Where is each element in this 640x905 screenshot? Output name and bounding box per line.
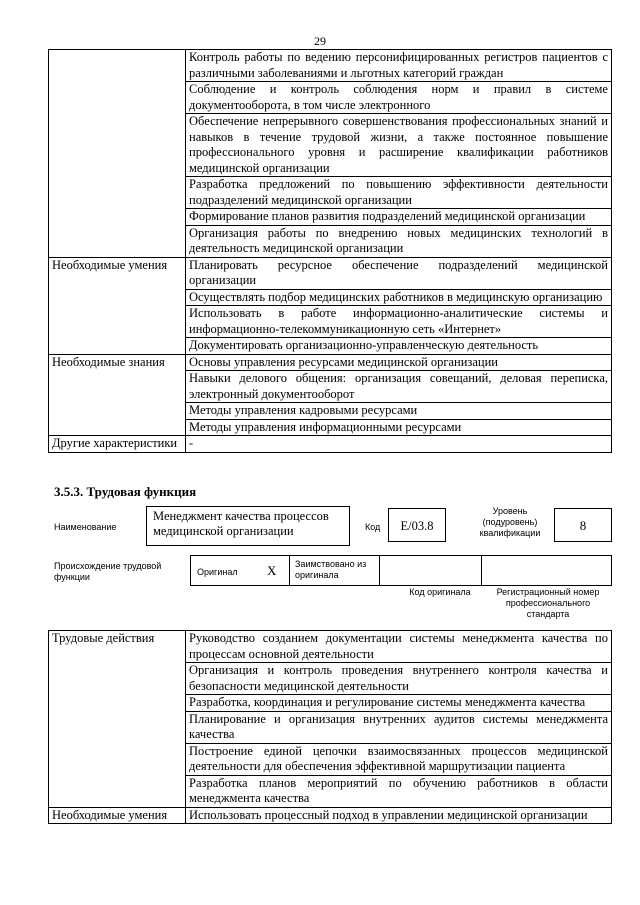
original-label: Оригинал xyxy=(197,567,238,577)
divider xyxy=(481,556,482,585)
row-text: Планирование и организация внутренних аудитов системы менеджмента качества xyxy=(186,711,612,743)
row-text: - xyxy=(186,436,612,453)
row-group-label: Необходимые знания xyxy=(49,354,186,436)
row-text: Формирование планов развития подразделений медицинской организации xyxy=(186,209,612,226)
labor-function-table xyxy=(48,630,612,824)
table-row xyxy=(49,807,612,824)
origin-grid xyxy=(190,555,612,586)
row-text: Обеспечение непрерывного совершенствования профессиональных знаний и навыков в течение трудовой жизни, а также постоянное повышение профессионального уровня и расширение квалификации работников медицинской организации xyxy=(186,114,612,177)
row-text: Документировать организационно-управленческую деятельность xyxy=(186,338,612,355)
row-text: Планировать ресурсное обеспечение подразделений медицинской организации xyxy=(186,257,612,289)
registration-number-label: Регистрационный номер профессионального стандарта xyxy=(496,587,600,619)
row-group-label: Необходимые умения xyxy=(49,807,186,824)
row-text: Соблюдение и контроль соблюдения норм и правил в системе документооборота, в том числе электронного xyxy=(186,82,612,114)
row-group-label: Другие характеристики xyxy=(49,436,186,453)
row-text: Осуществлять подбор медицинских работников в медицинскую организацию xyxy=(186,289,612,306)
table-row xyxy=(49,50,612,82)
row-text: Организация работы по внедрению новых медицинских технологий в деятельность медицинской организации xyxy=(186,225,612,257)
row-group-label xyxy=(49,50,186,258)
code-box xyxy=(388,508,446,542)
row-text: Разработка, координация и регулирование системы менеджмента качества xyxy=(186,695,612,712)
row-text: Основы управления ресурсами медицинской организации xyxy=(186,354,612,371)
function-name-value: Менеджмент качества процессов медицинской организации xyxy=(153,509,329,538)
code-value: E/03.8 xyxy=(400,519,434,533)
row-group-label: Необходимые умения xyxy=(49,257,186,354)
row-text: Разработка предложений по повышению эффективности деятельности подразделений медицинской организации xyxy=(186,177,612,209)
page-number: 29 xyxy=(314,34,326,48)
row-text: Использовать процессный подход в управлении медицинской организации xyxy=(186,807,612,824)
table-row xyxy=(49,436,612,453)
original-code-label: Код оригинала xyxy=(409,587,471,597)
origin-label: Происхождение трудовой функции xyxy=(54,561,162,582)
level-value: 8 xyxy=(579,518,587,533)
level-label: Уровень (подуровень) квалификации xyxy=(479,506,541,538)
level-box xyxy=(554,508,612,542)
row-text: Использовать в работе информационно-аналитические системы и информационно-телекоммуникационную сеть «Интернет» xyxy=(186,306,612,338)
row-text: Навыки делового общения: организация совещаний, деловая переписка, электронный документооборот xyxy=(186,371,612,403)
table-row xyxy=(49,257,612,289)
code-label: Код xyxy=(365,522,381,532)
table-row xyxy=(49,354,612,371)
row-group-label: Трудовые действия xyxy=(49,631,186,808)
table-row xyxy=(49,631,612,663)
divider xyxy=(289,556,290,585)
requirements-table xyxy=(48,49,612,453)
borrowed-label: Заимствовано из оригинала xyxy=(295,559,367,580)
original-mark: X xyxy=(267,563,277,578)
row-text: Разработка планов мероприятий по обучению работников в области менеджмента качества xyxy=(186,775,612,807)
row-text: Организация и контроль проведения внутреннего контроля качества и безопасности медицинской деятельности xyxy=(186,663,612,695)
row-text: Руководство созданием документации системы менеджмента качества по процессам основной деятельности xyxy=(186,631,612,663)
function-name-box xyxy=(146,506,350,546)
divider xyxy=(379,556,380,585)
row-text: Методы управления информационными ресурсами xyxy=(186,419,612,436)
section-title: 3.5.3. Трудовая функция xyxy=(54,484,197,499)
name-label: Наименование xyxy=(54,522,117,532)
row-text: Методы управления кадровыми ресурсами xyxy=(186,403,612,420)
row-text: Построение единой цепочки взаимосвязанных процессов медицинской деятельности для обеспечения эффективной маршрутизации пациента xyxy=(186,743,612,775)
row-text: Контроль работы по ведению персонифицированных регистров пациентов с различными заболеваниями и льготных категорий граждан xyxy=(186,50,612,82)
